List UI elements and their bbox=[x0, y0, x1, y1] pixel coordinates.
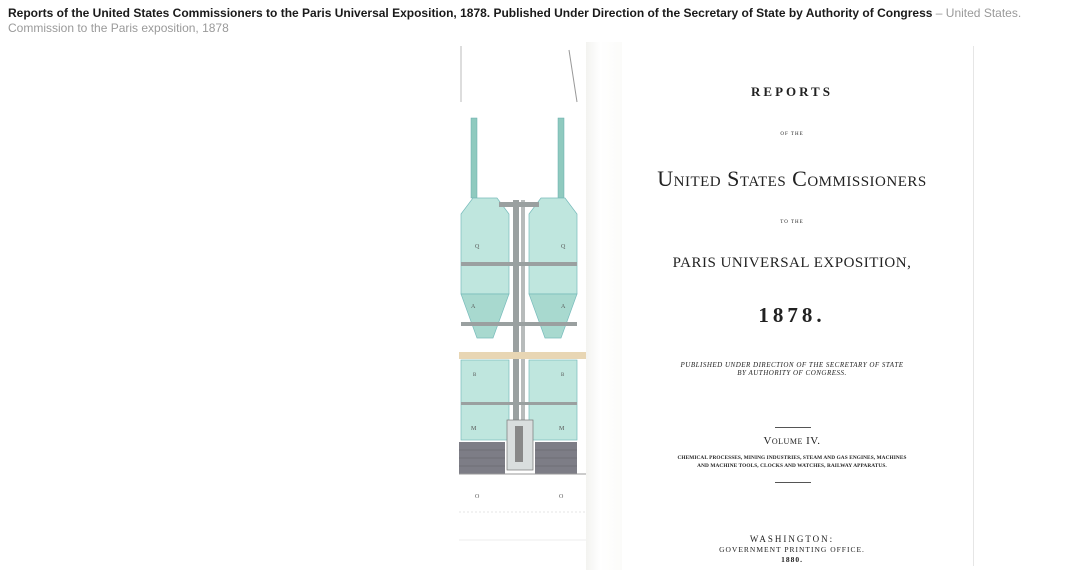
divider-rule-top bbox=[775, 427, 811, 428]
imprint-printer: GOVERNMENT PRINTING OFFICE. bbox=[719, 545, 865, 554]
plate-label-a-right: A bbox=[561, 304, 566, 310]
title-to-the: TO THE bbox=[780, 220, 804, 225]
title-author-separator: – bbox=[935, 6, 943, 20]
published-line-2: BY AUTHORITY OF CONGRESS. bbox=[737, 369, 847, 377]
subjects-line-1: CHEMICAL PROCESSES, MINING INDUSTRIES, STEAM AND GAS ENGINES, MACHINES bbox=[677, 455, 907, 461]
plate-label-a-left: A bbox=[471, 304, 476, 310]
plate-label-o-right: O bbox=[559, 494, 564, 500]
title-main: United States Commissioners bbox=[657, 166, 927, 191]
title-reports: REPORTS bbox=[751, 84, 833, 99]
plate-label-b-right: B bbox=[561, 373, 565, 378]
plate-label-o-left: O bbox=[475, 494, 480, 500]
page-header bbox=[8, 6, 1066, 36]
book-title[interactable]: Reports of the United States Commissioners to the Paris Universal Exposition, 1878. Published Under Direction of the Secretary of State by Authority of Congress bbox=[8, 6, 933, 20]
page-edge bbox=[973, 46, 974, 566]
plate-label-q-left: Q bbox=[475, 244, 480, 250]
book-author[interactable]: United States. Commission to the Paris exposition, 1878 bbox=[8, 6, 1022, 35]
title-page bbox=[622, 42, 974, 570]
foldout-plate-illustration bbox=[459, 42, 586, 570]
imprint-year: 1880. bbox=[781, 555, 803, 564]
page-gutter bbox=[586, 42, 622, 570]
plate-label-q-right: Q bbox=[561, 244, 566, 250]
subjects-line-2: AND MACHINE TOOLS, CLOCKS AND WATCHES, RAILWAY APPARATUS. bbox=[697, 463, 887, 469]
volume-label: Volume IV. bbox=[763, 435, 821, 447]
imprint-city: WASHINGTON: bbox=[749, 534, 835, 544]
plate-label-b-left: B bbox=[473, 373, 477, 378]
foldout-plate bbox=[459, 42, 586, 570]
published-line-1: PUBLISHED UNDER DIRECTION OF THE SECRETARY OF STATE bbox=[680, 361, 904, 369]
title-year: 1878. bbox=[758, 303, 826, 327]
title-of-the: OF THE bbox=[780, 132, 804, 137]
plate-label-m-right: M bbox=[559, 426, 565, 432]
title-event: PARIS UNIVERSAL EXPOSITION, bbox=[672, 255, 912, 271]
divider-rule-bottom bbox=[775, 482, 811, 483]
plate-label-m-left: M bbox=[471, 426, 477, 432]
book-page-spread bbox=[459, 42, 979, 572]
